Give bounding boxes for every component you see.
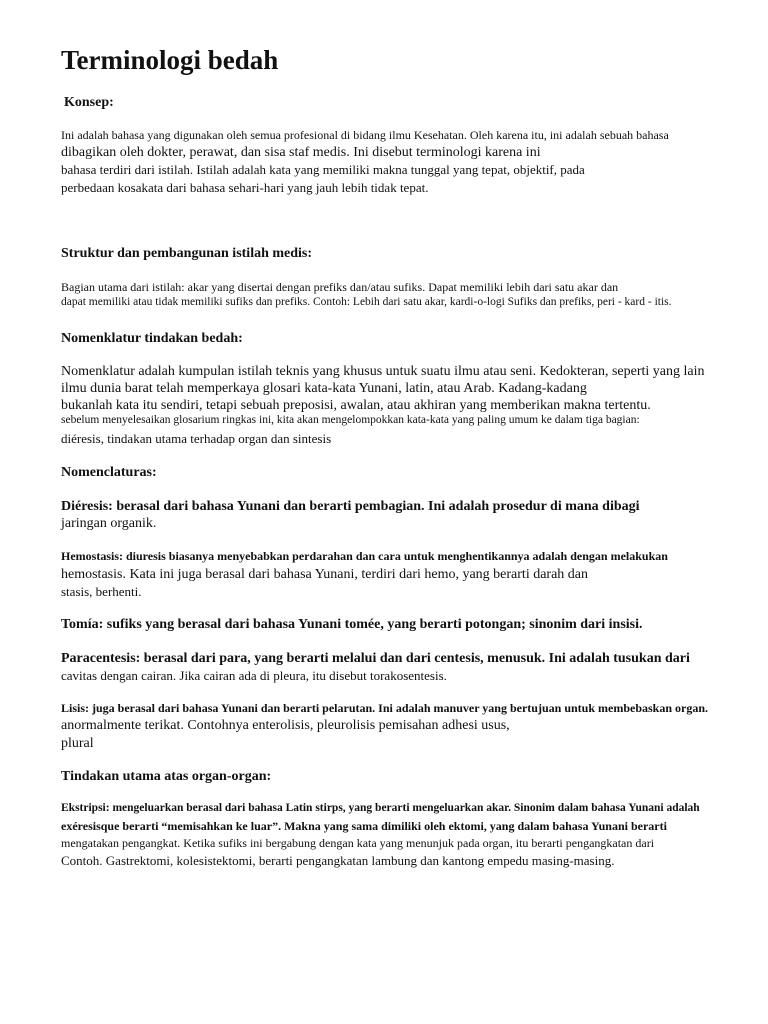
lisis-line-2: anormalmente terikat. Contohnya enterolisis, pleurolisis pemisahan adhesi usus, [61, 718, 510, 733]
nomenklatur-line-1: Nomenklatur adalah kumpulan istilah teknis yang khusus untuk suatu ilmu atau seni. Kedokteran, seperti yang lain [61, 364, 705, 379]
konsep-line-2: dibagikan oleh dokter, perawat, dan sisa staf medis. Ini disebut terminologi karena ini [61, 145, 541, 160]
konsep-heading: Konsep: [64, 95, 114, 110]
paracentesis-line-1: Paracentesis: berasal dari para, yang berarti melalui dan dari centesis, menusuk. Ini adalah tusukan dari [61, 651, 690, 666]
ekstripsi-line-3: mengatakan pengangkat. Ketika sufiks ini bergabung dengan kata yang menunjuk pada organ, itu berarti pengangkatan dari [61, 836, 655, 850]
nomenklatur-line-3: bukanlah kata itu sendiri, tetapi sebuah preposisi, awalan, atau akhiran yang memberikan makna tertentu. [61, 398, 651, 413]
nomenklatur-line-5: diéresis, tindakan utama terhadap organ dan sintesis [61, 431, 332, 446]
ekstripsi-line-1: Ekstripsi: mengeluarkan berasal dari bahasa Latin stirps, yang berarti mengeluarkan akar. Sinonim dalam bahasa Yunani adalah [61, 802, 700, 814]
dieresis-line-2: jaringan organik. [61, 516, 157, 531]
konsep-line-3: bahasa terdiri dari istilah. Istilah adalah kata yang memiliki makna tunggal yang tepat, objektif, pada [61, 162, 585, 177]
lisis-line-1: Lisis: juga berasal dari bahasa Yunani dan berarti pelarutan. Ini adalah manuver yang bertujuan untuk membebaskan organ. [61, 701, 709, 715]
page-title: Terminologi bedah [61, 45, 279, 75]
hemostasis-line-1: Hemostasis: diuresis biasanya menyebabkan perdarahan dan cara untuk menghentikannya adalah dengan melakukan [61, 549, 668, 563]
hemostasis-line-3: stasis, berhenti. [61, 584, 142, 599]
nomenclaturas-heading: Nomenclaturas: [61, 465, 157, 480]
nomenklatur-heading: Nomenklatur tindakan bedah: [61, 331, 243, 346]
nomenklatur-line-2: ilmu dunia barat telah memperkaya glosari kata-kata Yunani, latin, atau Arab. Kadang-kadang [61, 381, 587, 396]
nomenklatur-line-4: sebelum menyelesaikan glosarium ringkas ini, kita akan mengelompokkan kata-kata yang paling umum ke dalam tiga bagian: [61, 414, 640, 426]
tindakan-heading: Tindakan utama atas organ-organ: [61, 769, 272, 784]
tomia-line-1: Tomía: sufiks yang berasal dari bahasa Yunani tomée, yang berarti potongan; sinonim dari insisi. [61, 617, 643, 632]
dieresis-line-1: Diéresis: berasal dari bahasa Yunani dan berarti pembagian. Ini adalah prosedur di mana dibagi [61, 499, 640, 514]
struktur-line-2: dapat memiliki atau tidak memiliki sufiks dan prefiks. Contoh: Lebih dari satu akar, kardi-o-logi Sufiks dan prefiks, peri - kard - itis. [61, 296, 672, 308]
struktur-line-1: Bagian utama dari istilah: akar yang disertai dengan prefiks dan/atau sufiks. Dapat memiliki lebih dari satu akar dan [61, 280, 619, 294]
konsep-line-4: perbedaan kosakata dari bahasa sehari-hari yang jauh lebih tidak tepat. [61, 180, 429, 195]
ekstripsi-line-4: Contoh. Gastrektomi, kolesistektomi, berarti pengangkatan lambung dan kantong empedu masing-masing. [61, 853, 615, 868]
hemostasis-line-2: hemostasis. Kata ini juga berasal dari bahasa Yunani, terdiri dari hemo, yang berarti darah dan [61, 567, 589, 582]
struktur-heading: Struktur dan pembangunan istilah medis: [61, 246, 313, 261]
konsep-line-1: Ini adalah bahasa yang digunakan oleh semua profesional di bidang ilmu Kesehatan. Oleh karena itu, ini adalah sebuah bahasa [61, 128, 669, 142]
ekstripsi-line-2: exéresisque berarti “memisahkan ke luar”. Makna yang sama dimiliki oleh ektomi, yang dalam bahasa Yunani berarti [61, 819, 667, 833]
lisis-line-3: plural [61, 736, 94, 751]
paracentesis-line-2: cavitas dengan cairan. Jika cairan ada di pleura, itu disebut torakosentesis. [61, 668, 447, 683]
